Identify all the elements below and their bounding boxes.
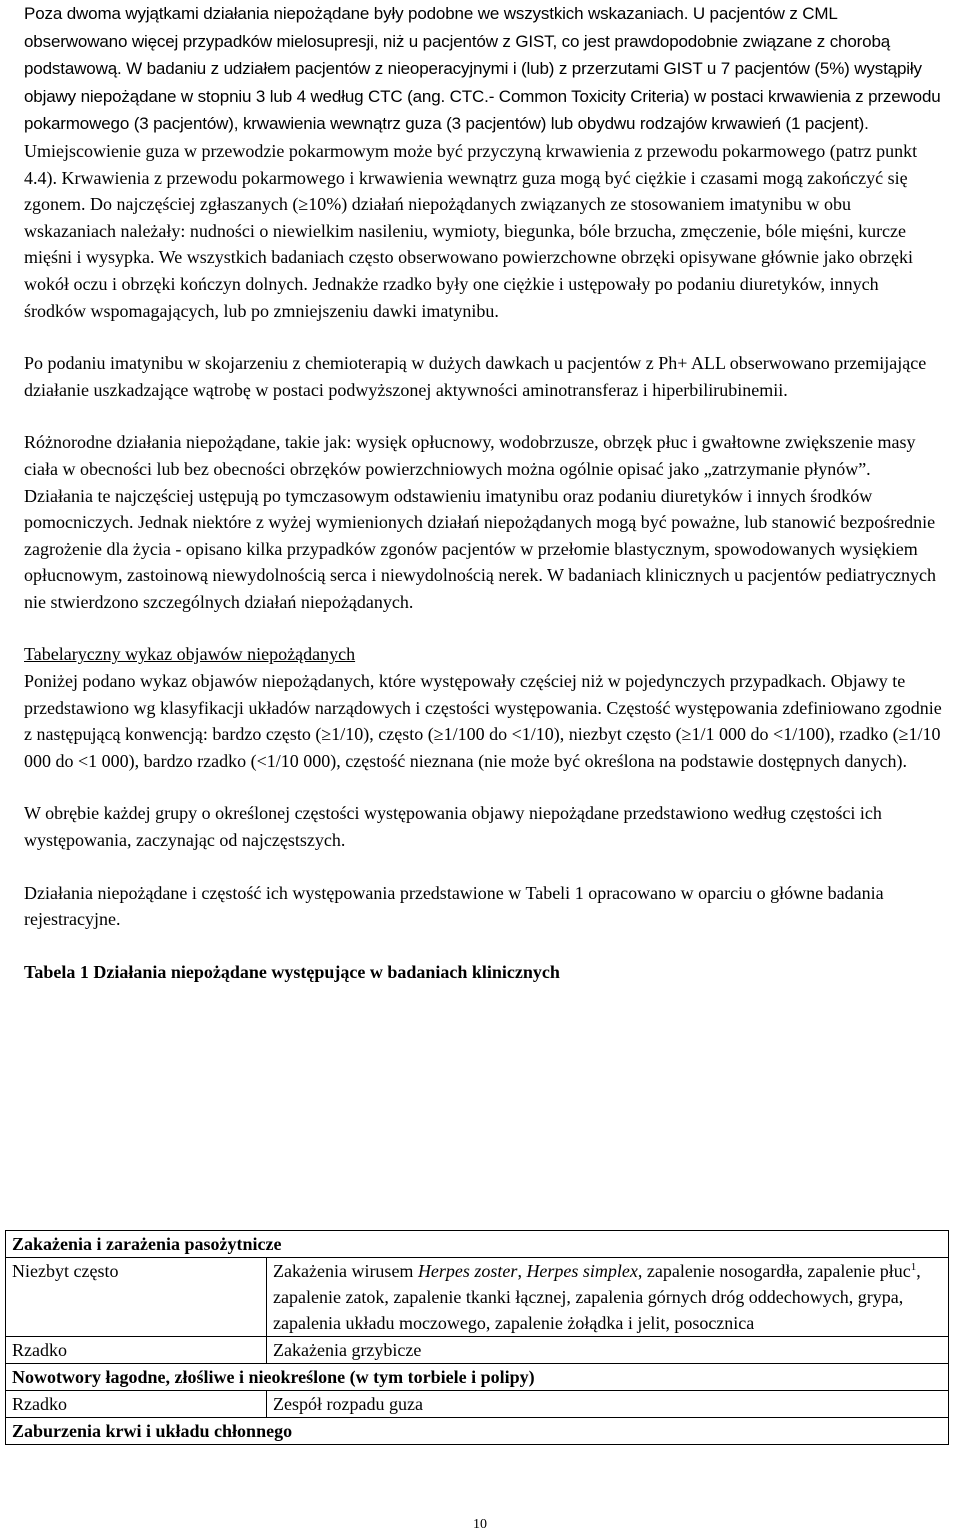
reaction-text: , zapalenie nosogardła, zapalenie płuc [637,1261,911,1281]
table-caption: Tabela 1 Działania niepożądane występujące w badaniach klinicznych [24,961,560,982]
footnote-marker: 1 [910,1261,917,1273]
group-neoplasms: Nowotwory łagodne, złośliwe i nieokreślone (w tym torbiele i polipy) [6,1364,949,1391]
reaction-text: , [517,1261,527,1281]
table-row [6,1337,949,1364]
paragraph-ph-all: Po podaniu imatynibu w skojarzeniu z chemioterapią w dużych dawkach u pacjentów z Ph+ ALL obserwowano przemijające działanie uszkadzające wątrobę w postaci podwyższonej aktywności aminotransferaz i hiperbilirubinemii. [24,353,927,400]
reaction-cell [267,1258,949,1337]
paragraph-table-source: Działania niepożądane i częstość ich występowania przedstawione w Tabeli 1 opracowano w oparciu o główne badania rejestracyjne. [24,882,884,930]
document-page [24,0,944,985]
group-infections: Zakażenia i zarażenia pasożytnicze [6,1231,949,1258]
paragraph-frequency-convention: Poniżej podano wykaz objawów niepożądanych, które występowały częściej niż w pojedynczych przypadkach. Objawy te przedstawiono wg klasyfikacji układów narządowych i częstości występowania. Częstość występowania zdefiniowano zgodnie z następującą konwencją: bardzo często (≥1/10), często (≥1/100 do <1/10), niezbyt często (≥1/1 000 do <1/100), rzadko (≥1/10 000 do <1 000), bardzo rzadko (<1/10 000), częstość nieznana (nie może być określona na podstawie dostępnych danych). [24,671,942,771]
table-group-row [6,1231,949,1258]
paragraph-ordering: W obrębie każdej grupy o określonej częstości występowania objawy niepożądane przedstawiono według częstości ich występowania, zaczynając od najczęstszych. [24,803,882,851]
paragraph-adverse-overview [24,0,944,324]
reaction-text: , zapalenie zatok, zapalenie tkanki łącznej, zapalenia górnych dróg oddechowych, grypa, zapalenia układu moczowego, zapalenie żołądka i jelit, posocznica [273,1261,921,1333]
section-heading: Tabelaryczny wykaz objawów niepożądanych [24,644,356,665]
adverse-reactions-table [5,1230,949,1445]
frequency-cell: Rzadko [6,1391,267,1418]
reaction-italic: Herpes zoster [417,1261,518,1281]
paragraph-fluid-retention: Różnorodne działania niepożądane, takie jak: wysięk opłucnowy, wodobrzusze, obrzęk płuc i gwałtowne zwiększenie masy ciała w obecności lub bez obecności obrzęków powierzchniowych można ogólnie opisać jako „zatrzymanie płynów”. Działania te najczęściej ustępują po tymczasowym odstawieniu imatynibu oraz podaniu diuretyków i innych środków pomocniczych. Jednak niektóre z wyżej wymienionych działań niepożądanych mogą być poważne, lub stanowić bezpośrednie zagrożenie dla życia - opisano kilka przypadków zgonów pacjentów w przełomie blastycznym, spowodowanych wysiękiem opłucnowym, zastoinową niewydolnością serca i niewydolnością nerek. W badaniach klinicznych u pacjentów pediatrycznych nie stwierdzono szczególnych działań niepożądanych. [24,432,937,612]
frequency-cell: Rzadko [6,1337,267,1364]
table-group-row [6,1418,949,1445]
group-blood: Zaburzenia krwi i układu chłonnego [6,1418,949,1445]
page-number: 10 [473,1517,487,1532]
reaction-cell: Zespół rozpadu guza [267,1391,949,1418]
paragraph-serif-part: Umiejscowienie guza w przewodzie pokarmowym może być przyczyną krwawienia z przewodu pokarmowego (patrz punkt 4.4). Krwawienia z przewodu pokarmowego i krwawienia wewnątrz guza mogą być ciężkie i czasami mogą zakończyć się zgonem. Do najczęściej zgłaszanych (≥10%) działań niepożądanych związanych ze stosowaniem imatynibu w obu wskazaniach należały: nudności o niewielkim nasileniu, wymioty, biegunka, bóle brzucha, zmęczenie, bóle mięśni, kurcze mięśni i wysypka. We wszystkich badaniach często obserwowano powierzchowne obrzęki opisywane głównie jako obrzęki wokół oczu i obrzęki kończyn dolnych. Jednakże rzadko były one ciężkie i ustępowały po podaniu diuretyków, innych środków wspomagających, lub po zmniejszeniu dawki imatynibu. [24,140,918,321]
table-row [6,1258,949,1337]
reaction-cell: Zakażenia grzybicze [267,1337,949,1364]
table-group-row [6,1364,949,1391]
reaction-italic: Herpes simplex [526,1261,638,1281]
table-row [6,1391,949,1418]
reaction-text: Zakażenia wirusem [273,1261,418,1281]
paragraph-sans-part: Poza dwoma wyjątkami działania niepożądane były podobne we wszystkich wskazaniach. U pacjentów z CML obserwowano więcej przypadków mielosupresji, niż u pacjentów z GIST, co jest prawdopodobnie związane z chorobą podstawową. W badaniu z udziałem pacjentów z nieoperacyjnymi i (lub) z przerzutami GIST u 7 pacjentów (5%) wystąpiły objawy niepożądane w stopniu 3 lub 4 według CTC (ang. CTC.- Common Toxicity Criteria) w postaci krwawienia z przewodu pokarmowego (3 pacjentów), krwawienia wewnątrz guza (3 pacjentów) lub obydwu rodzajów krwawień (1 pacjent). [24,4,941,134]
frequency-cell: Niezbyt często [6,1258,267,1337]
